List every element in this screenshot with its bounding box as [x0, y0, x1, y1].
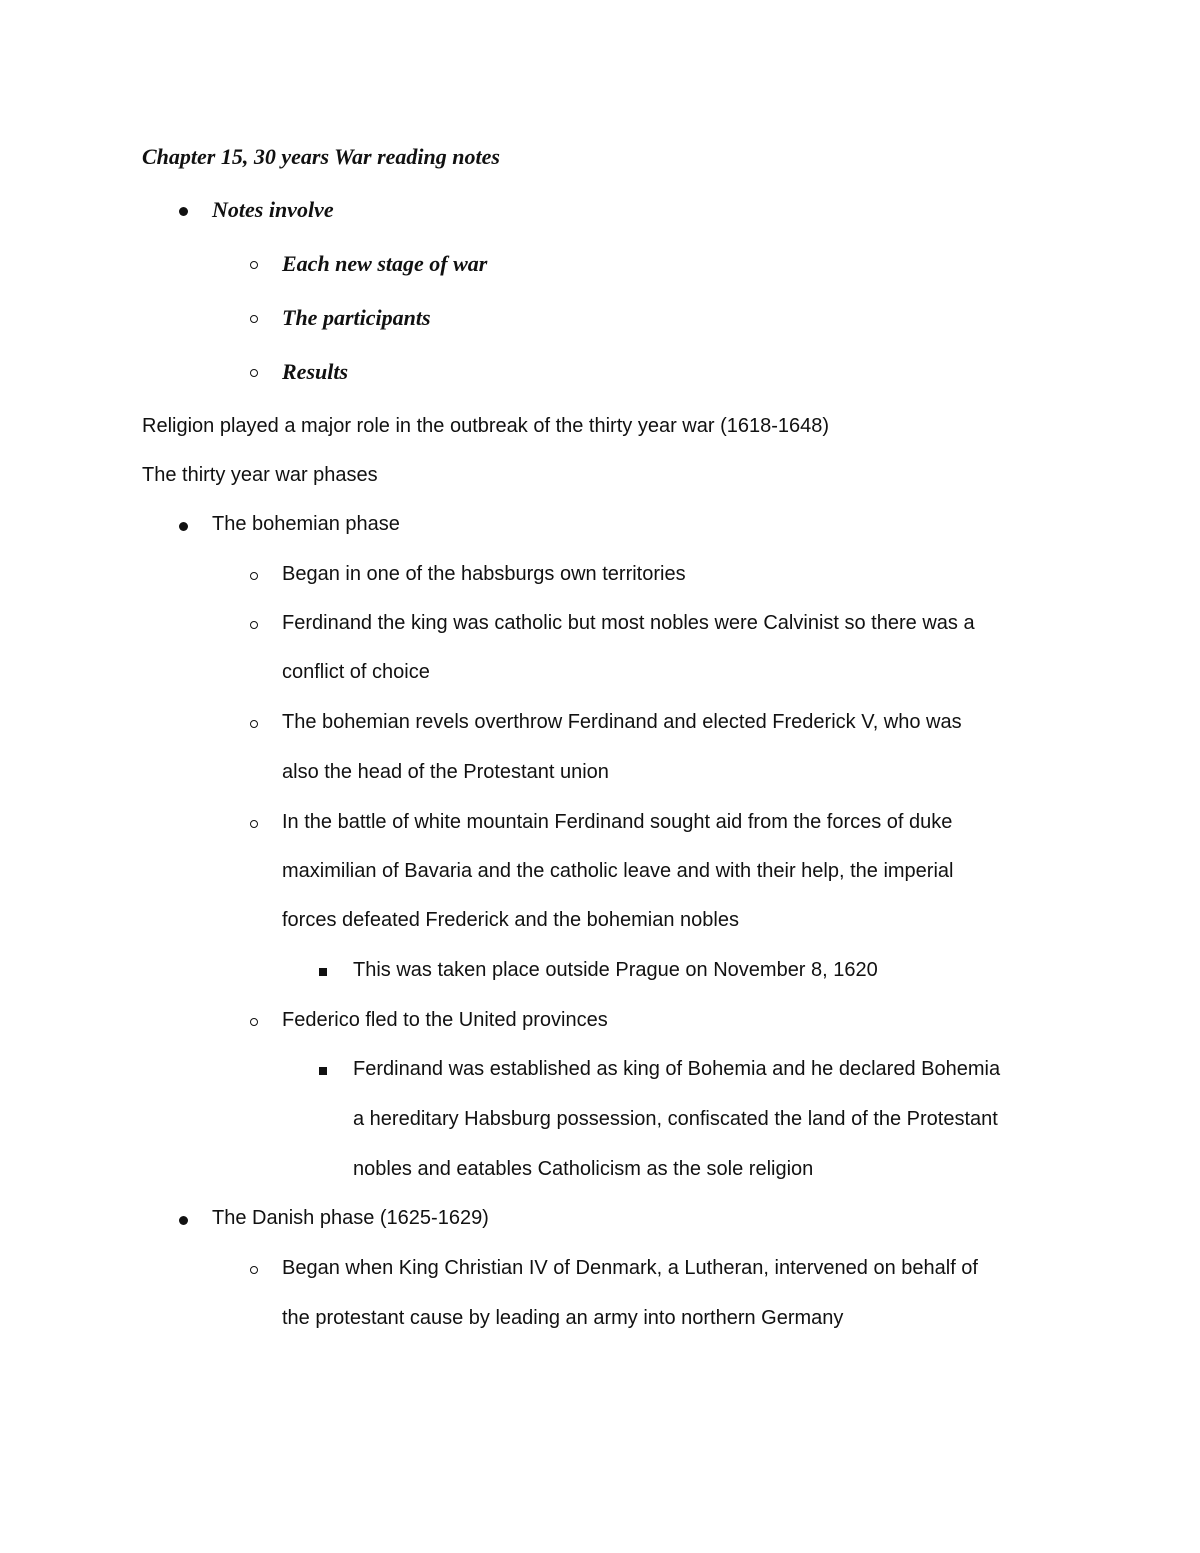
danish-phase-label: The Danish phase (1625-1629) [212, 1207, 489, 1229]
page-title: Chapter 15, 30 years War reading notes [142, 144, 500, 169]
bohemian-subpoint: This was taken place outside Prague on November 8, 1620 [353, 959, 878, 981]
bohemian-point: The bohemian revels overthrow Ferdinand and elected Frederick V, who was [282, 711, 962, 733]
bohemian-point-continued: conflict of choice [282, 661, 430, 683]
circle-bullet-icon [250, 1018, 258, 1026]
danish-point: Began when King Christian IV of Denmark, a Lutheran, intervened on behalf of [282, 1257, 978, 1279]
bohemian-subpoint-continued: a hereditary Habsburg possession, confiscated the land of the Protestant [353, 1108, 998, 1130]
disc-bullet-icon [179, 207, 188, 216]
circle-bullet-icon [250, 369, 258, 377]
notes-intro-item: The participants [282, 305, 431, 330]
bohemian-point-continued: also the head of the Protestant union [282, 761, 609, 783]
bohemian-point-continued: maximilian of Bavaria and the catholic leave and with their help, the imperial [282, 860, 954, 882]
circle-bullet-icon [250, 261, 258, 269]
paragraph-phases: The thirty year war phases [142, 464, 378, 486]
disc-bullet-icon [179, 1216, 188, 1225]
bohemian-subpoint-continued: nobles and eatables Catholicism as the sole religion [353, 1158, 814, 1180]
circle-bullet-icon [250, 820, 258, 828]
bohemian-point-continued: forces defeated Frederick and the bohemian nobles [282, 909, 739, 931]
circle-bullet-icon [250, 1266, 258, 1274]
bohemian-phase-label: The bohemian phase [212, 513, 400, 535]
disc-bullet-icon [179, 522, 188, 531]
circle-bullet-icon [250, 720, 258, 728]
danish-point-continued: the protestant cause by leading an army into northern Germany [282, 1307, 844, 1329]
bohemian-point: Began in one of the habsburgs own territories [282, 563, 686, 585]
notes-intro-item: Results [282, 359, 349, 384]
square-bullet-icon [319, 1067, 327, 1075]
square-bullet-icon [319, 968, 327, 976]
bohemian-point: Ferdinand the king was catholic but most nobles were Calvinist so there was a [282, 612, 975, 634]
notes-intro-item: Each new stage of war [282, 251, 488, 276]
circle-bullet-icon [250, 572, 258, 580]
circle-bullet-icon [250, 621, 258, 629]
bohemian-point: Federico fled to the United provinces [282, 1009, 608, 1031]
notes-intro-label: Notes involve [212, 197, 334, 222]
bohemian-subpoint: Ferdinand was established as king of Bohemia and he declared Bohemia [353, 1058, 1001, 1080]
circle-bullet-icon [250, 315, 258, 323]
bohemian-point: In the battle of white mountain Ferdinand sought aid from the forces of duke [282, 811, 953, 833]
paragraph-religion: Religion played a major role in the outbreak of the thirty year war (1618-1648) [142, 415, 830, 437]
